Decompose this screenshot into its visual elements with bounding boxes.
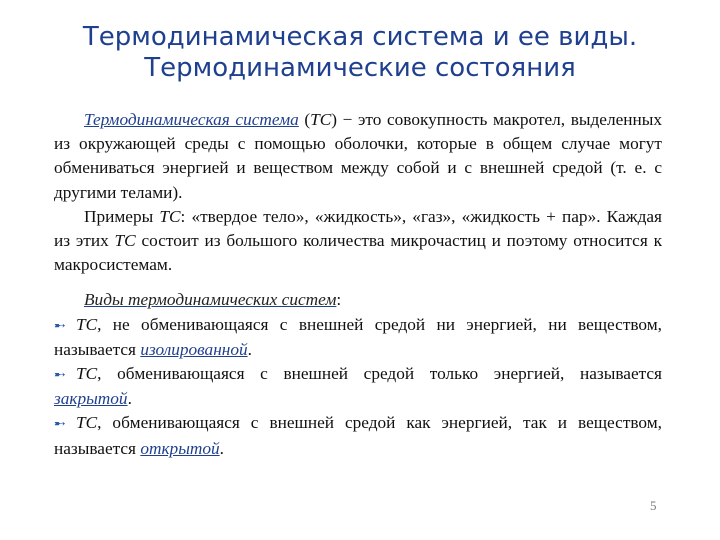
definition-abbr: ТС xyxy=(310,110,332,129)
arrow-bullet-icon: ➸ xyxy=(54,416,66,433)
slide-body xyxy=(54,108,662,461)
kinds-section xyxy=(54,288,662,460)
title-line-1: Термодинамическая система и ее виды. xyxy=(82,22,638,52)
examples-paragraph xyxy=(54,205,662,278)
title-line-2: Термодинамические состояния xyxy=(144,53,576,83)
kinds-heading-colon: : xyxy=(336,290,342,310)
examples-abbr-2: ТС xyxy=(114,231,136,251)
kinds-item-open xyxy=(54,411,662,460)
kinds-item-isolated xyxy=(54,313,662,362)
examples-text-1: : «твердое тело», «жидкость», «газ», «жидкость + пар». Каждая из этих xyxy=(54,206,663,251)
item-text: , не обменивающаяся с внешней средой ни энергией, ни веществом, называется xyxy=(54,314,662,359)
item-end: . xyxy=(127,389,132,409)
definition-text: ) − это совокупность макротел, выделенных из окружающей среды с помощью оболочки, которые в общем случае могут обмениваться энергией и веществом между собой и с внешней средой (т. е. с другими телами). xyxy=(54,110,662,202)
item-text: , обменивающаяся с внешней средой только энергией, называется xyxy=(97,364,662,384)
item-text: , обменивающаяся с внешней средой как энергией, так и веществом, называется xyxy=(54,413,662,458)
arrow-bullet-icon: ➸ xyxy=(54,367,66,384)
examples-lead: Примеры xyxy=(84,206,160,226)
kinds-heading xyxy=(54,288,662,312)
item-abbr: ТС xyxy=(76,314,98,334)
definition-abbr-open: ( xyxy=(298,110,311,129)
definition-paragraph xyxy=(54,108,662,205)
definition-term: Термодинамическая система xyxy=(84,110,299,129)
item-end: . xyxy=(247,339,252,359)
item-abbr: ТС xyxy=(76,413,98,433)
kinds-item-closed xyxy=(54,362,662,411)
examples-text-2: состоит из большого количества микрочастиц и поэтому относится к макросистемам. xyxy=(54,231,662,275)
page-number: 5 xyxy=(650,498,657,513)
slide-title xyxy=(40,22,680,84)
item-term: открытой xyxy=(140,438,220,458)
kinds-heading-text: Виды термодинамических систем xyxy=(84,290,337,310)
item-term: закрытой xyxy=(54,389,128,409)
item-abbr: ТС xyxy=(76,364,98,384)
examples-abbr: ТС xyxy=(159,206,181,226)
item-end: . xyxy=(219,438,224,458)
item-term: изолированной xyxy=(140,339,248,359)
arrow-bullet-icon: ➸ xyxy=(54,317,66,334)
